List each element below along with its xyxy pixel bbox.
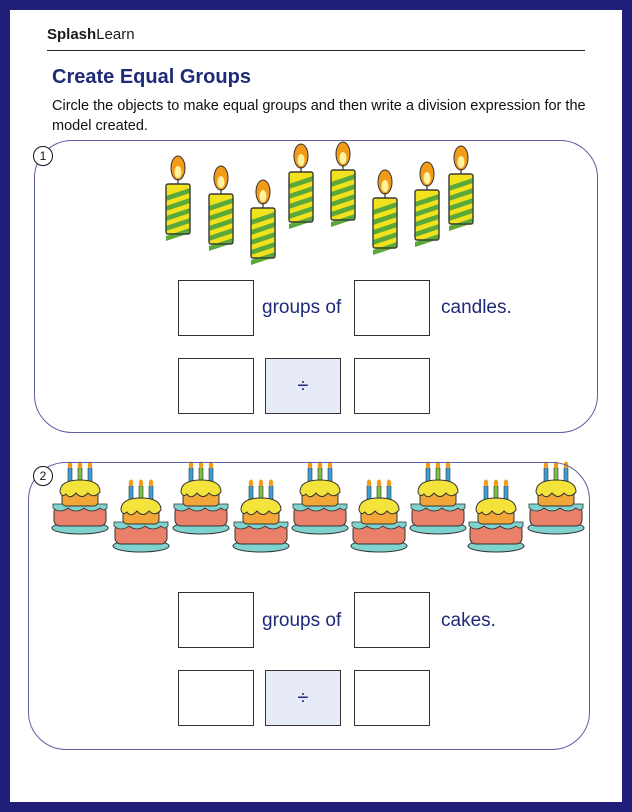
problem-2-groups-of-label: groups of: [262, 610, 342, 631]
problem-2-division-symbol: ÷: [265, 670, 341, 726]
problem-1-size-box[interactable]: [354, 280, 430, 336]
problem-1-dividend-box[interactable]: [178, 358, 254, 414]
brand-logo: [47, 26, 135, 43]
problem-1-quotient-box[interactable]: [354, 358, 430, 414]
problem-2-groups-box[interactable]: [178, 592, 254, 648]
worksheet-title: Create Equal Groups: [52, 66, 251, 88]
brand-rest: Learn: [96, 26, 135, 43]
problem-1-groups-of-label: groups of: [262, 297, 342, 318]
problem-2-dividend-box[interactable]: [178, 670, 254, 726]
problem-1-object-word: candles.: [441, 297, 512, 318]
problem-2-number: 2: [33, 466, 53, 486]
problem-1-groups-box[interactable]: [178, 280, 254, 336]
problem-2-quotient-box[interactable]: [354, 670, 430, 726]
brand-bold: Splash: [47, 26, 97, 43]
problem-1-division-symbol: ÷: [265, 358, 341, 414]
problem-2-object-word: cakes.: [441, 610, 496, 631]
header-divider: [47, 50, 585, 51]
worksheet-instruction: Circle the objects to make equal groups and then write a division expression for the model created.: [52, 98, 586, 134]
problem-1-number: 1: [33, 146, 53, 166]
problem-2-size-box[interactable]: [354, 592, 430, 648]
